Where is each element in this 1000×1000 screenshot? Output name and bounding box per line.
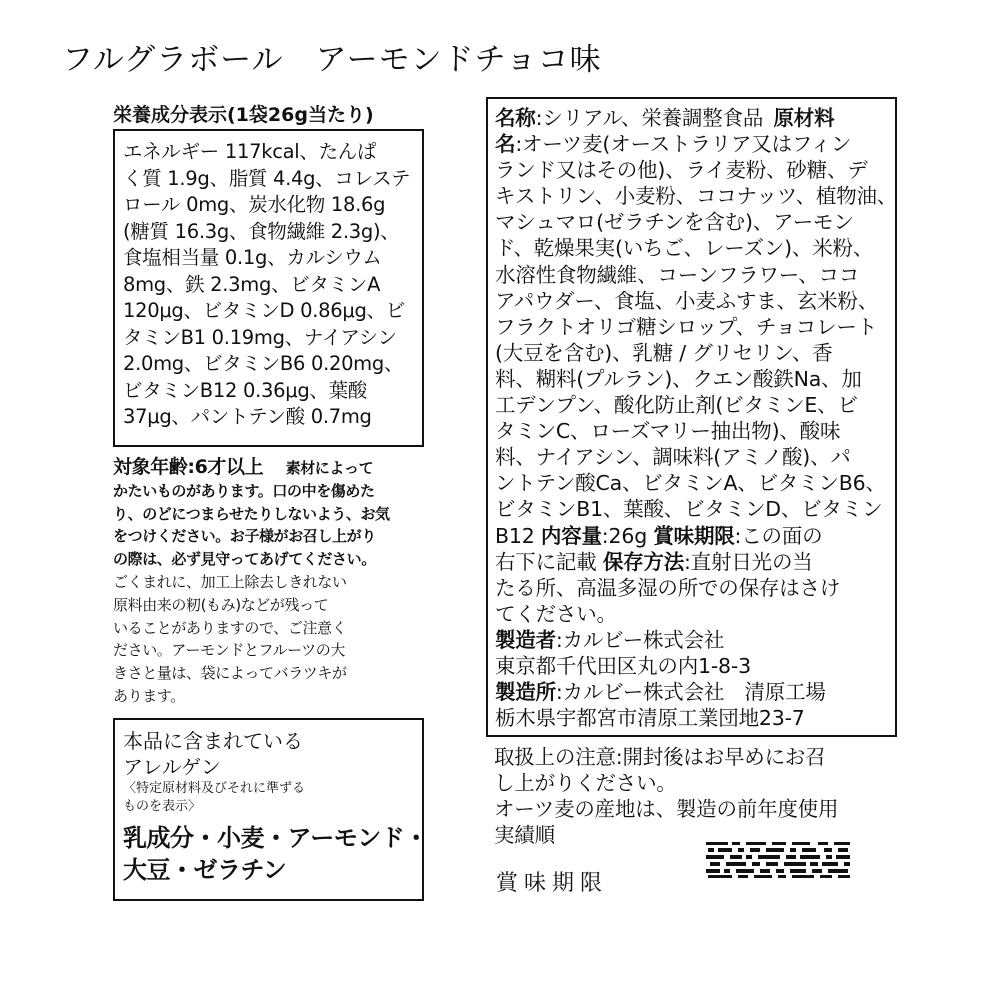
nutrition-line: 食塩相当量 0.1g、カルシウム (123, 246, 382, 269)
plant-label: 製造所 (495, 680, 556, 705)
raw-materials-line: 料、糊料(プルラン)、クエン酸鉄Na、加 (495, 366, 862, 391)
note-line: オーツ麦の産地は、製造の前年度使用 (494, 797, 839, 821)
warning-bold-line: をつけください。お子様がお召し上がり (113, 527, 376, 546)
maker-line (495, 627, 889, 653)
nutrition-title: 栄養成分表示(1袋26g当たり) (113, 104, 374, 126)
storage-value: :直射日光の当 (684, 549, 813, 574)
raw-materials-line: ランド又はその他)、ライ麦粉、砂糖、デ (495, 158, 868, 183)
raw-materials-label: 原材料 (773, 106, 835, 130)
warning-bold-line: かたいものがあります。口の中を傷めた (113, 481, 375, 500)
nutrition-line: ビタミンB12 0.36μg、葉酸 (123, 378, 367, 402)
name-value: :シリアル、栄養調整食品 (535, 106, 764, 130)
raw-materials-line: 工デンプン、酸化防止剤(ビタミンE、ビ (495, 393, 858, 418)
nutrition-line: 8mg、鉄 2.3mg、ビタミンA (123, 272, 381, 296)
nutrition-line: 120μg、ビタミンD 0.86μg、ビ (123, 299, 405, 322)
content-line (495, 523, 889, 549)
info-name-line (495, 105, 889, 131)
allergy-items-line1: 乳成分・小麦・アーモンド・ (123, 824, 428, 852)
allergy-heading-line1: 本品に含まれている (123, 729, 303, 753)
storage-label: 保存方法 (602, 549, 685, 574)
nutrition-line: ロール 0mg、炭水化物 18.6g (123, 193, 386, 216)
raw-materials-line: タミンC、ローズマリー抽出物)、酸味 (495, 419, 841, 444)
allergy-heading-line2: アレルゲン (123, 755, 221, 779)
best-before-label: 賞味期限 (653, 523, 735, 548)
plant-value: :カルビー株式会社 清原工場 (555, 680, 826, 705)
warning-bold-start: 素材によって (285, 459, 374, 477)
raw-materials-line: (大豆を含む)、乳糖 / グリセリン、香 (495, 340, 833, 365)
warning-line: ごくまれに、加工上除去しきれない (113, 572, 347, 591)
allergy-note-line1: 〈特定原材料及びそれに準ずる (123, 781, 306, 796)
warning-line: 原料由来の籾(もみ)などが残って (113, 595, 329, 614)
note-line: 取扱上の注意:開封後はお早めにお召 (494, 745, 826, 769)
raw-materials-line: キストリン、小麦粉、ココナッツ、植物油、 (495, 184, 898, 209)
storage-line (495, 549, 889, 575)
raw-materials-line: ントテン酸Ca、ビタミンA、ビタミンB6、 (495, 471, 886, 496)
raw-materials-line: 水溶性食物繊維、コーンフラワー、ココ (495, 262, 860, 287)
maker-value: :カルビー株式会社 (555, 627, 725, 652)
warning-line: あります。 (113, 686, 185, 705)
nutrition-line: エネルギー 117kcal、たんぱ (123, 140, 377, 163)
raw-materials-label-end: 名 (495, 132, 516, 157)
nutrition-line: (糖質 16.3g、食物繊維 2.3g)、 (123, 219, 400, 243)
nutrition-line: 37μg、パントテン酸 0.7mg (123, 405, 372, 428)
note-line: し上がりください。 (494, 771, 677, 795)
raw-materials-line: ド、乾燥果実(いちご、レーズン)、米粉、 (495, 236, 874, 261)
nutrition-line: タミンB1 0.19mg、ナイアシン (123, 325, 397, 349)
maker-address: 東京都千代田区丸の内1-8-3 (495, 653, 751, 678)
allergy-box (113, 718, 428, 901)
warning-line: きさと量は、袋によってバラツキが (113, 664, 347, 683)
plant-address: 栃木県宇都宮市清原工業団地23-7 (495, 706, 805, 731)
product-title: フルグラボール アーモンドチョコ味 (62, 42, 602, 78)
warning-line: いることがありますので、ご注意く (113, 618, 347, 637)
warning-text (113, 456, 424, 708)
lot-code-print (706, 840, 852, 880)
plant-line (495, 679, 889, 705)
raw-materials-line: マシュマロ(ゼラチンを含む)、アーモン (495, 210, 854, 235)
handling-notes (494, 744, 838, 848)
warning-line: ださい。アーモンドとフルーツの大 (113, 641, 345, 660)
b12-text: B12 (495, 523, 535, 548)
nutrition-line: 2.0mg、ビタミンB6 0.20mg、 (123, 352, 404, 375)
storage-detail: てください。 (495, 601, 617, 626)
warning-bold-line: り、のどにつまらせたりしないよう、お気 (113, 504, 390, 523)
raw-materials-line: アパウダー、食塩、小麦ふすま、玄米粉、 (495, 288, 879, 313)
raw-materials-line: ビタミンB1、葉酸、ビタミンD、ビタミン (495, 497, 883, 522)
content-label: 内容量 (540, 523, 602, 548)
content-value: :26g (601, 523, 648, 548)
warning-bold-line: の際は、必ず見守ってあげてください。 (113, 550, 376, 569)
raw-materials-line: フラクトオリゴ糖シロップ、チョコレート (495, 314, 878, 339)
storage-detail: たる所、高温多湿の所での保存はさけ (495, 575, 841, 600)
best-before-value: :この面の (734, 523, 823, 548)
warning-first-line (113, 456, 424, 480)
maker-label: 製造者 (495, 627, 556, 652)
best-before-print-label: 賞味期限 (496, 871, 609, 896)
name-label: 名称 (495, 106, 536, 130)
nutrition-line: く質 1.9g、脂質 4.4g、コレステ (123, 166, 411, 190)
best-before-location: 右下に記載 (495, 549, 597, 574)
age-heading: 対象年齢:6才以上 (113, 456, 264, 478)
raw-materials-first: :オーツ麦(オーストラリア又はフィン (515, 132, 852, 157)
raw-materials-line (495, 131, 889, 157)
product-info-box (486, 97, 897, 737)
nutrition-box (113, 129, 424, 447)
note-line: 実績順 (494, 823, 555, 847)
allergy-items-line2: 大豆・ゼラチン (123, 856, 287, 884)
allergy-note-line2: ものを表示〉 (123, 799, 202, 814)
raw-materials-line: 料、ナイアシン、調味料(アミノ酸)、パ (495, 445, 851, 470)
